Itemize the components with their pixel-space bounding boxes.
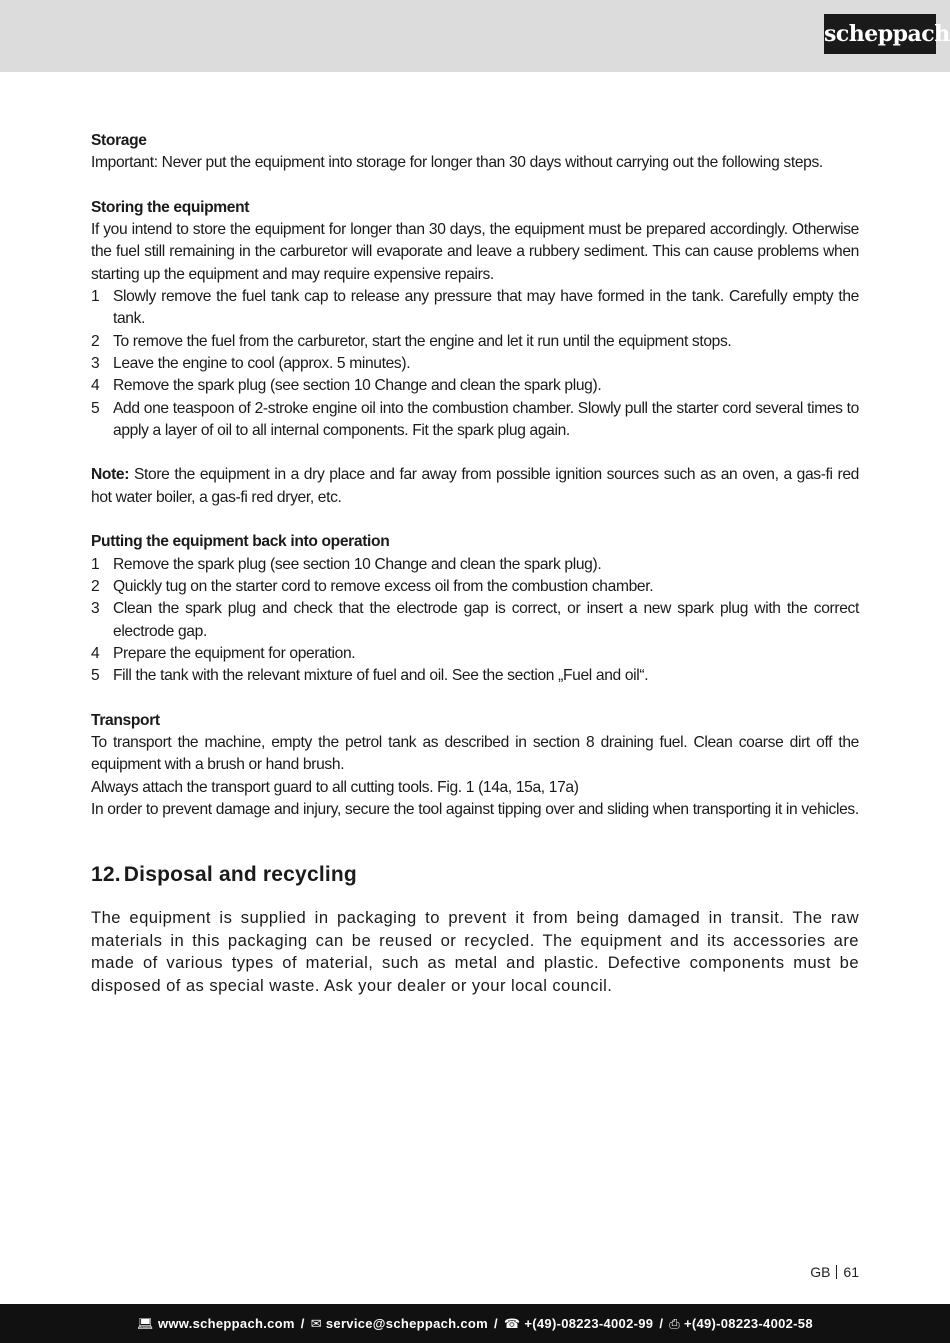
footer-fax: +(49)-08223-4002-58 (683, 1316, 813, 1331)
list-item: 2 Quickly tug on the starter cord to remove excess oil from the combustion chamber. (91, 577, 654, 595)
mail-icon: ✉ (310, 1315, 322, 1331)
page-number (810, 1264, 859, 1280)
page-number-divider (836, 1265, 837, 1279)
list-item: 3 Clean the spark plug and check that the electrode gap is correct, or insert a new spark plug with the correct electrode gap. (91, 600, 859, 640)
header-band (0, 0, 950, 72)
list-item: 5 Add one teaspoon of 2-stroke engine oil into the combustion chamber. Slowly pull the starter cord several times to apply a layer of oil to all internal components. Fit the spark plug again. (91, 399, 859, 439)
footer-phone: +(49)-08223-4002-99 (524, 1316, 654, 1331)
storage-text: Important: Never put the equipment into storage for longer than 30 days without carrying out the following steps. (91, 154, 823, 172)
page-lang: GB (810, 1264, 831, 1280)
list-item: 2 To remove the fuel from the carburetor, start the engine and let it run until the equipment stops. (91, 332, 732, 350)
storage-heading: Storage (91, 132, 147, 149)
storing-heading: Storing the equipment (91, 198, 250, 216)
section-number: 12. (91, 863, 121, 887)
fax-icon: ⎙ (669, 1315, 680, 1331)
disposal-text: The equipment is supplied in packaging to prevent it from being damaged in transit. The raw materials in this packaging can be reused or recycled. The equipment and its accessories are made of various types of material, such as metal and plastic. Defective components must be disposed of as special waste. Ask your dealer or your local council. (91, 908, 859, 995)
note-label: Note: (91, 466, 130, 484)
list-item: 4 Prepare the equipment for operation. (91, 644, 356, 662)
page-num: 61 (843, 1264, 859, 1280)
transport-heading: Transport (91, 711, 160, 729)
footer-email[interactable]: service@scheppach.com (325, 1316, 488, 1331)
computer-icon: 💻︎ (137, 1315, 154, 1331)
footer-website[interactable]: www.scheppach.com (157, 1316, 295, 1331)
footer-bar: 💻︎ www.scheppach.com / ✉ service@scheppach.com / ☎ +(49)-08223-4002-99 / ⎙ +(49)-08223-4002-58 (0, 1304, 950, 1343)
storing-steps-list (91, 286, 859, 442)
section-title-text: Disposal and recycling (123, 863, 357, 887)
transport-line: To transport the machine, empty the petrol tank as described in section 8 draining fuel. Clean coarse dirt off the equipment with a brush or hand brush. (91, 734, 859, 774)
transport-line: In order to prevent damage and injury, secure the tool against tipping over and sliding when transporting it in vehicles. (91, 800, 859, 818)
note-text: Store the equipment in a dry place and far away from possible ignition sources such as an oven, a gas-fi red hot water boiler, a gas-fi red dryer, etc. (91, 466, 859, 506)
note-paragraph (91, 464, 859, 509)
list-item: 3 Leave the engine to cool (approx. 5 minutes). (91, 354, 411, 372)
phone-icon: ☎ (503, 1315, 521, 1331)
list-item: 5 Fill the tank with the relevant mixture of fuel and oil. See the section „Fuel and oil“. (91, 667, 649, 685)
back-into-operation-heading: Putting the equipment back into operation (91, 533, 390, 551)
page-content (91, 130, 859, 997)
storing-text: If you intend to store the equipment for longer than 30 days, the equipment must be prepared accordingly. Otherwise the fuel still remaining in the carburetor will evaporate and leave a rubbery sediment. This can cause problems when starting up the equipment and may require expensive repairs. (91, 221, 859, 283)
scheppach-logo: scheppach (824, 14, 936, 54)
disposal-section-title (91, 861, 859, 889)
list-item: 4 Remove the spark plug (see section 10 Change and clean the spark plug). (91, 377, 602, 395)
list-item: 1 Slowly remove the fuel tank cap to release any pressure that may have formed in the tank. Carefully empty the tank. (91, 288, 859, 328)
list-item: 1 Remove the spark plug (see section 10 Change and clean the spark plug). (91, 555, 602, 573)
back-into-operation-steps-list (91, 554, 859, 688)
transport-line: Always attach the transport guard to all cutting tools. Fig. 1 (14a, 15a, 17a) (91, 778, 579, 796)
